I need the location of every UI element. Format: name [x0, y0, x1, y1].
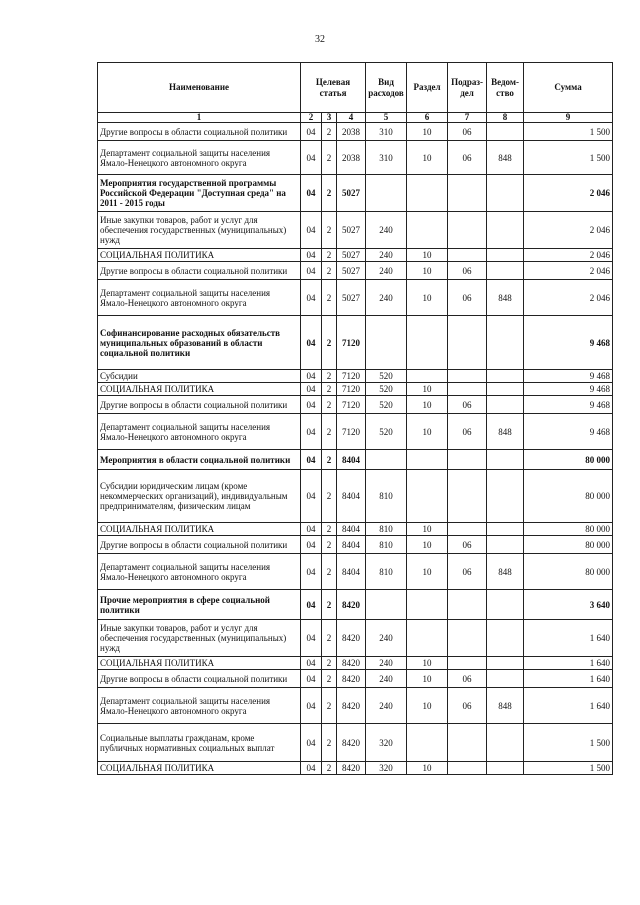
column-number: 4: [337, 113, 366, 123]
row-name: СОЦИАЛЬНАЯ ПОЛИТИКА: [98, 249, 301, 262]
section-code: [407, 620, 448, 657]
program-code: 04: [301, 316, 322, 370]
program-code: 04: [301, 175, 322, 212]
table-row: [98, 383, 613, 396]
section-code: 10: [407, 670, 448, 688]
row-amount: 1 500: [524, 123, 613, 141]
row-name: Иные закупки товаров, работ и услуг для обеспечения государственных (муниципальных) нужд: [98, 212, 301, 249]
section-code: 10: [407, 383, 448, 396]
subprogram-code: 2: [322, 383, 337, 396]
subsection-code: [448, 724, 487, 762]
section-code: 10: [407, 249, 448, 262]
table-row: [98, 370, 613, 383]
article-code: 5027: [337, 212, 366, 249]
department-code: [487, 370, 524, 383]
row-name: Социальные выплаты гражданам, кроме публичных нормативных социальных выплат: [98, 724, 301, 762]
subprogram-code: 2: [322, 724, 337, 762]
subprogram-code: 2: [322, 141, 337, 175]
article-code: 8420: [337, 657, 366, 670]
header-department: Ведом-ство: [487, 63, 524, 113]
article-code: 8404: [337, 523, 366, 536]
department-code: [487, 762, 524, 775]
program-code: 04: [301, 523, 322, 536]
subprogram-code: 2: [322, 414, 337, 450]
article-code: 7120: [337, 414, 366, 450]
article-code: 8420: [337, 762, 366, 775]
row-amount: 1 640: [524, 670, 613, 688]
row-name: Другие вопросы в области социальной политики: [98, 670, 301, 688]
row-amount: 2 046: [524, 212, 613, 249]
expense-type-code: [366, 316, 407, 370]
page-number: 32: [315, 34, 325, 45]
department-code: [487, 536, 524, 554]
subsection-code: 06: [448, 141, 487, 175]
table-row: [98, 316, 613, 370]
subsection-code: [448, 383, 487, 396]
expense-type-code: [366, 175, 407, 212]
row-name: Департамент социальной защиты населения Ямало-Ненецкого автономного округа: [98, 280, 301, 316]
subsection-code: 06: [448, 262, 487, 280]
department-code: [487, 316, 524, 370]
row-amount: 80 000: [524, 536, 613, 554]
article-code: 5027: [337, 262, 366, 280]
subsection-code: [448, 212, 487, 249]
department-code: [487, 590, 524, 620]
table-row: [98, 249, 613, 262]
row-amount: 9 468: [524, 370, 613, 383]
subsection-code: [448, 370, 487, 383]
department-code: [487, 212, 524, 249]
section-code: 10: [407, 536, 448, 554]
subsection-code: 06: [448, 414, 487, 450]
article-code: 8420: [337, 670, 366, 688]
department-code: [487, 657, 524, 670]
table-row: [98, 724, 613, 762]
row-amount: 9 468: [524, 316, 613, 370]
expense-type-code: 240: [366, 688, 407, 724]
department-code: [487, 383, 524, 396]
table-row: [98, 536, 613, 554]
article-code: 8420: [337, 590, 366, 620]
subsection-code: [448, 590, 487, 620]
expense-type-code: 520: [366, 370, 407, 383]
program-code: 04: [301, 536, 322, 554]
section-code: 10: [407, 123, 448, 141]
article-code: 8420: [337, 688, 366, 724]
article-code: 8420: [337, 724, 366, 762]
article-code: 8404: [337, 470, 366, 523]
article-code: 5027: [337, 249, 366, 262]
subsection-code: 06: [448, 670, 487, 688]
program-code: 04: [301, 670, 322, 688]
subprogram-code: 2: [322, 688, 337, 724]
row-amount: 2 046: [524, 249, 613, 262]
row-name: Другие вопросы в области социальной политики: [98, 536, 301, 554]
subsection-code: 06: [448, 396, 487, 414]
table-row: [98, 470, 613, 523]
department-code: 848: [487, 141, 524, 175]
expense-type-code: 810: [366, 523, 407, 536]
subsection-code: [448, 450, 487, 470]
budget-table: [97, 62, 613, 775]
row-name: Департамент социальной защиты населения Ямало-Ненецкого автономного округа: [98, 414, 301, 450]
header-row: [98, 63, 613, 113]
program-code: 04: [301, 554, 322, 590]
row-name: Департамент социальной защиты населения Ямало-Ненецкого автономного округа: [98, 688, 301, 724]
department-code: [487, 249, 524, 262]
subsection-code: [448, 523, 487, 536]
table-row: [98, 620, 613, 657]
subprogram-code: 2: [322, 316, 337, 370]
department-code: 848: [487, 280, 524, 316]
department-code: [487, 470, 524, 523]
expense-type-code: 810: [366, 470, 407, 523]
section-code: 10: [407, 688, 448, 724]
header-subsection: Подраз-дел: [448, 63, 487, 113]
column-number: 5: [366, 113, 407, 123]
department-code: [487, 396, 524, 414]
expense-type-code: 240: [366, 249, 407, 262]
subsection-code: [448, 249, 487, 262]
table-row: [98, 262, 613, 280]
section-code: [407, 724, 448, 762]
expense-type-code: 310: [366, 141, 407, 175]
subprogram-code: 2: [322, 523, 337, 536]
expense-type-code: 320: [366, 762, 407, 775]
subsection-code: 06: [448, 123, 487, 141]
subsection-code: [448, 657, 487, 670]
table-row: [98, 414, 613, 450]
subprogram-code: 2: [322, 396, 337, 414]
table-row: [98, 280, 613, 316]
article-code: 8404: [337, 554, 366, 590]
table-row: [98, 554, 613, 590]
program-code: 04: [301, 212, 322, 249]
article-code: 7120: [337, 396, 366, 414]
department-code: [487, 724, 524, 762]
row-amount: 1 640: [524, 620, 613, 657]
program-code: 04: [301, 249, 322, 262]
subprogram-code: 2: [322, 262, 337, 280]
table-row: [98, 670, 613, 688]
department-code: [487, 262, 524, 280]
row-amount: 80 000: [524, 523, 613, 536]
subsection-code: 06: [448, 280, 487, 316]
program-code: 04: [301, 724, 322, 762]
subprogram-code: 2: [322, 657, 337, 670]
row-name: Мероприятия государственной программы Российской Федерации "Доступная среда" на 2011 - 2015 годы: [98, 175, 301, 212]
article-code: 5027: [337, 175, 366, 212]
article-code: 8404: [337, 450, 366, 470]
table-row: [98, 123, 613, 141]
section-code: 10: [407, 262, 448, 280]
expense-type-code: 240: [366, 670, 407, 688]
program-code: 04: [301, 620, 322, 657]
row-name: Департамент социальной защиты населения Ямало-Ненецкого автономного округа: [98, 554, 301, 590]
row-amount: 9 468: [524, 414, 613, 450]
row-amount: 9 468: [524, 396, 613, 414]
program-code: 04: [301, 657, 322, 670]
article-code: 7120: [337, 383, 366, 396]
header-name: Наименование: [98, 63, 301, 113]
department-code: [487, 523, 524, 536]
expense-type-code: 520: [366, 414, 407, 450]
row-name: Субсидии юридическим лицам (кроме некоммерческих организаций), индивидуальным предпринимателям, физическим лицам: [98, 470, 301, 523]
section-code: 10: [407, 414, 448, 450]
department-code: [487, 670, 524, 688]
subprogram-code: 2: [322, 762, 337, 775]
row-name: Другие вопросы в области социальной политики: [98, 262, 301, 280]
subsection-code: [448, 470, 487, 523]
table-row: [98, 175, 613, 212]
article-code: 8404: [337, 536, 366, 554]
subsection-code: 06: [448, 688, 487, 724]
expense-type-code: 240: [366, 212, 407, 249]
section-code: [407, 212, 448, 249]
section-code: [407, 590, 448, 620]
table-row: [98, 523, 613, 536]
row-name: Субсидии: [98, 370, 301, 383]
program-code: 04: [301, 414, 322, 450]
program-code: 04: [301, 396, 322, 414]
column-number: 7: [448, 113, 487, 123]
department-code: [487, 175, 524, 212]
department-code: [487, 123, 524, 141]
expense-type-code: 240: [366, 262, 407, 280]
department-code: [487, 450, 524, 470]
expense-type-code: 520: [366, 396, 407, 414]
row-amount: 80 000: [524, 554, 613, 590]
row-name: Прочие мероприятия в сфере социальной политики: [98, 590, 301, 620]
table-row: [98, 212, 613, 249]
section-code: 10: [407, 141, 448, 175]
row-amount: 2 046: [524, 262, 613, 280]
column-number: 6: [407, 113, 448, 123]
expense-type-code: 320: [366, 724, 407, 762]
table-row: [98, 396, 613, 414]
subprogram-code: 2: [322, 280, 337, 316]
subprogram-code: 2: [322, 670, 337, 688]
table-row: [98, 590, 613, 620]
row-amount: 1 500: [524, 141, 613, 175]
expense-type-code: 310: [366, 123, 407, 141]
row-name: СОЦИАЛЬНАЯ ПОЛИТИКА: [98, 523, 301, 536]
section-code: 10: [407, 396, 448, 414]
department-code: 848: [487, 414, 524, 450]
subprogram-code: 2: [322, 554, 337, 590]
program-code: 04: [301, 370, 322, 383]
column-number: 3: [322, 113, 337, 123]
subprogram-code: 2: [322, 212, 337, 249]
subprogram-code: 2: [322, 620, 337, 657]
department-code: [487, 620, 524, 657]
column-number: 2: [301, 113, 322, 123]
subsection-code: [448, 175, 487, 212]
row-amount: 80 000: [524, 470, 613, 523]
subsection-code: [448, 316, 487, 370]
subsection-code: 06: [448, 536, 487, 554]
article-code: 8420: [337, 620, 366, 657]
section-code: [407, 316, 448, 370]
expense-type-code: [366, 450, 407, 470]
column-number: 8: [487, 113, 524, 123]
subprogram-code: 2: [322, 249, 337, 262]
subprogram-code: 2: [322, 470, 337, 523]
subsection-code: [448, 762, 487, 775]
subprogram-code: 2: [322, 370, 337, 383]
row-name: Мероприятия в области социальной политики: [98, 450, 301, 470]
section-code: [407, 370, 448, 383]
table-row: [98, 450, 613, 470]
program-code: 04: [301, 762, 322, 775]
program-code: 04: [301, 262, 322, 280]
department-code: 848: [487, 688, 524, 724]
expense-type-code: 810: [366, 536, 407, 554]
subprogram-code: 2: [322, 536, 337, 554]
subprogram-code: 2: [322, 175, 337, 212]
row-name: СОЦИАЛЬНАЯ ПОЛИТИКА: [98, 762, 301, 775]
program-code: 04: [301, 123, 322, 141]
row-amount: 1 500: [524, 724, 613, 762]
department-code: 848: [487, 554, 524, 590]
column-number-row: [98, 113, 613, 123]
row-name: Другие вопросы в области социальной политики: [98, 123, 301, 141]
header-section: Раздел: [407, 63, 448, 113]
program-code: 04: [301, 280, 322, 316]
program-code: 04: [301, 688, 322, 724]
section-code: 10: [407, 762, 448, 775]
row-amount: 2 046: [524, 280, 613, 316]
program-code: 04: [301, 590, 322, 620]
section-code: 10: [407, 554, 448, 590]
section-code: [407, 175, 448, 212]
expense-type-code: 240: [366, 657, 407, 670]
header-target-article: Целевая статья: [301, 63, 366, 113]
row-name: Софинансирование расходных обязательств муниципальных образований в области социальной политики: [98, 316, 301, 370]
row-amount: 80 000: [524, 450, 613, 470]
program-code: 04: [301, 383, 322, 396]
subsection-code: 06: [448, 554, 487, 590]
row-name: Другие вопросы в области социальной политики: [98, 396, 301, 414]
column-number: 1: [98, 113, 301, 123]
expense-type-code: [366, 590, 407, 620]
row-amount: 3 640: [524, 590, 613, 620]
article-code: 2038: [337, 123, 366, 141]
section-code: 10: [407, 280, 448, 316]
row-amount: 2 046: [524, 175, 613, 212]
row-amount: 9 468: [524, 383, 613, 396]
row-name: Департамент социальной защиты населения Ямало-Ненецкого автономного округа: [98, 141, 301, 175]
row-name: Иные закупки товаров, работ и услуг для обеспечения государственных (муниципальных) нужд: [98, 620, 301, 657]
row-amount: 1 640: [524, 688, 613, 724]
section-code: 10: [407, 657, 448, 670]
table-body: [98, 123, 613, 775]
header-amount: Сумма: [524, 63, 613, 113]
expense-type-code: 240: [366, 620, 407, 657]
table-row: [98, 141, 613, 175]
table-row: [98, 688, 613, 724]
header-expense-type: Вид расходов: [366, 63, 407, 113]
row-amount: 1 500: [524, 762, 613, 775]
subprogram-code: 2: [322, 590, 337, 620]
row-name: СОЦИАЛЬНАЯ ПОЛИТИКА: [98, 383, 301, 396]
expense-type-code: 240: [366, 280, 407, 316]
table-row: [98, 657, 613, 670]
table-row: [98, 762, 613, 775]
subsection-code: [448, 620, 487, 657]
expense-type-code: 810: [366, 554, 407, 590]
section-code: 10: [407, 523, 448, 536]
row-amount: 1 640: [524, 657, 613, 670]
subprogram-code: 2: [322, 123, 337, 141]
article-code: 7120: [337, 316, 366, 370]
program-code: 04: [301, 470, 322, 523]
program-code: 04: [301, 450, 322, 470]
column-number: 9: [524, 113, 613, 123]
subprogram-code: 2: [322, 450, 337, 470]
expense-type-code: 520: [366, 383, 407, 396]
section-code: [407, 470, 448, 523]
section-code: [407, 450, 448, 470]
program-code: 04: [301, 141, 322, 175]
article-code: 2038: [337, 141, 366, 175]
article-code: 5027: [337, 280, 366, 316]
article-code: 7120: [337, 370, 366, 383]
row-name: СОЦИАЛЬНАЯ ПОЛИТИКА: [98, 657, 301, 670]
